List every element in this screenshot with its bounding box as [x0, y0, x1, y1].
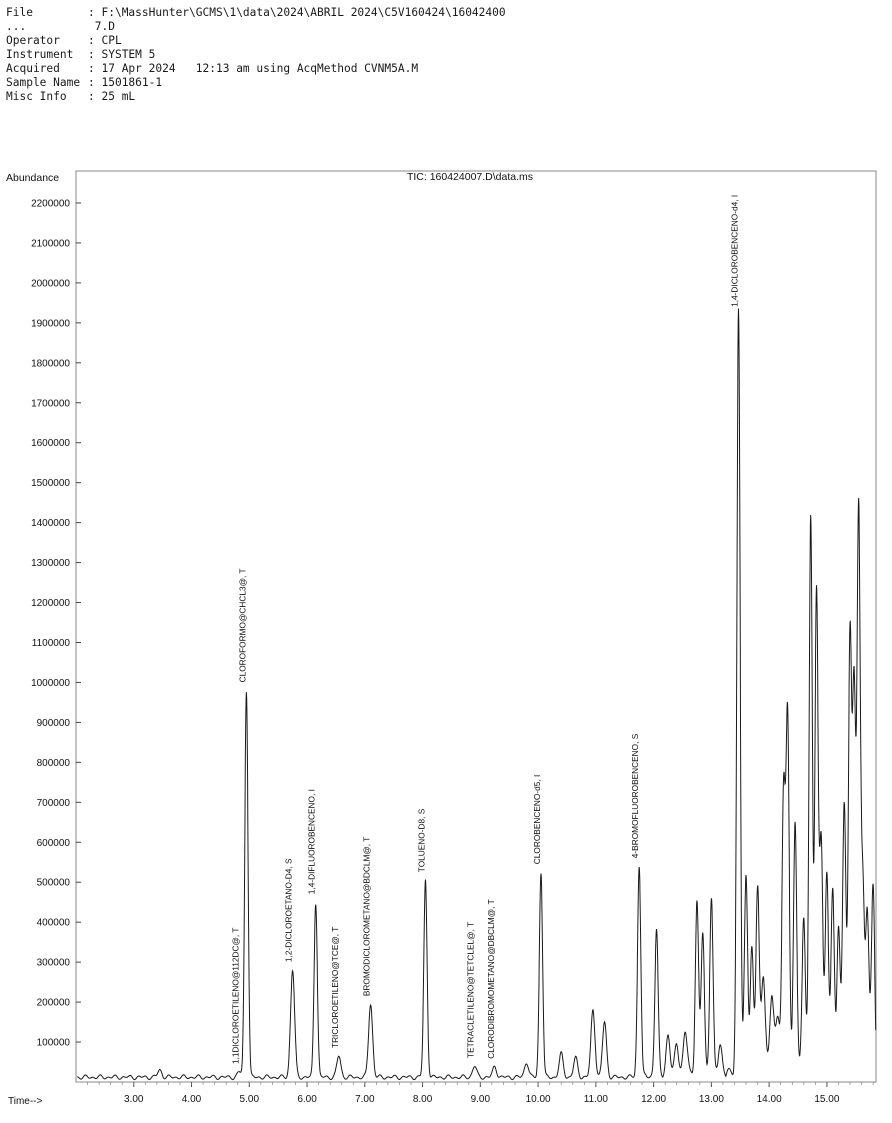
peak-label: BROMODICLOROMETANO@BDCLM@, T	[361, 836, 372, 997]
y-tick-label: 1000000	[31, 677, 70, 689]
x-tick-label: 13.00	[698, 1094, 724, 1105]
peak-label: TOLUENO-D8, S	[416, 808, 427, 873]
x-tick-label: 12.00	[641, 1094, 667, 1105]
peak-label: TRICLOROETILENO@TCE@, T	[329, 926, 340, 1048]
header-value: 1501861-1	[94, 76, 163, 89]
y-tick-label: 300000	[36, 957, 70, 969]
y-tick-label: 1400000	[31, 518, 70, 530]
header-value: 7.D	[88, 20, 115, 33]
y-tick-label: 100000	[36, 1037, 70, 1049]
header-separator: :	[88, 76, 95, 89]
header-separator: :	[88, 62, 95, 75]
header-separator: :	[88, 34, 95, 47]
y-tick-label: 1700000	[31, 398, 70, 410]
y-tick-label: 500000	[36, 877, 70, 889]
y-tick-label: 1800000	[31, 358, 70, 370]
y-tick-label: 1200000	[31, 598, 70, 610]
y-tick-label: 1100000	[31, 637, 70, 649]
header-label: Acquired	[6, 62, 60, 75]
x-tick-label: 5.00	[239, 1094, 260, 1105]
x-axis-title: Time-->	[8, 1096, 43, 1107]
y-tick-label: 400000	[36, 917, 70, 929]
y-tick-label: 1900000	[31, 318, 70, 330]
x-tick-label: 11.00	[583, 1094, 609, 1105]
y-tick-label: 800000	[36, 757, 70, 769]
peak-label: 1,4-DIFLUOROBENCENO, I	[306, 789, 317, 895]
header-value: F:\MassHunter\GCMS\1\data\2024\ABRIL 2024\C5V160424\16042400	[94, 6, 506, 19]
peak-label: 1,4-DICLOROBENCENO-d4, I	[729, 194, 740, 307]
chart-title: TIC: 160424007.D\data.ms	[406, 171, 534, 183]
header-value: CPL	[94, 34, 122, 47]
x-tick-label: 10.00	[525, 1094, 551, 1105]
peak-label: 1,2-DICLOROETANO-D4, S	[283, 858, 294, 963]
peak-label: TETRACLETILENO@TETCLEL@, T	[465, 921, 476, 1058]
header-separator: :	[88, 90, 95, 103]
y-tick-label: 1600000	[31, 438, 70, 450]
y-tick-label: 600000	[36, 837, 70, 849]
peak-label: 4-BROMOFLUOROBENCENO, S	[630, 733, 641, 859]
header-separator: :	[88, 6, 95, 19]
header-value: SYSTEM 5	[94, 48, 156, 61]
header-value: 25 mL	[94, 90, 136, 103]
x-tick-label: 4.00	[181, 1094, 202, 1105]
y-tick-label: 1300000	[31, 558, 70, 570]
header-label: ...	[6, 20, 27, 33]
y-tick-label: 200000	[36, 997, 70, 1009]
y-tick-label: 2200000	[31, 198, 70, 210]
y-tick-label: 900000	[36, 717, 70, 729]
x-tick-label: 15.00	[814, 1094, 840, 1105]
y-axis-title: Abundance	[6, 172, 60, 184]
x-tick-label: 6.00	[297, 1094, 317, 1105]
tic-trace	[77, 309, 876, 1080]
header-value: 17 Apr 2024 12:13 am using AcqMethod CVNM5A.M	[94, 62, 419, 75]
peak-label: CLOROFORMO@CHCL3@, T	[237, 568, 248, 683]
header-label: Instrument	[6, 48, 74, 61]
x-tick-label: 7.00	[355, 1094, 375, 1105]
header-separator: :	[88, 48, 95, 61]
header-label: Sample Name	[6, 76, 81, 89]
x-tick-label: 14.00	[756, 1094, 782, 1105]
peak-label: CLOROBENCENO-d5, I	[532, 774, 542, 865]
x-tick-label: 9.00	[470, 1094, 491, 1105]
y-tick-label: 2000000	[31, 278, 70, 290]
y-tick-label: 1500000	[31, 478, 70, 490]
y-tick-label: 700000	[36, 797, 70, 809]
peak-label: 1,1DICLOROETILENO@112DC@, T	[230, 927, 241, 1064]
header-label: File	[6, 6, 33, 19]
x-tick-label: 8.00	[412, 1094, 433, 1105]
header-label: Misc Info	[6, 90, 67, 103]
peak-label: CLORODIBROMOMETANO@DBCLM@, T	[485, 899, 496, 1059]
x-tick-label: 3.00	[124, 1094, 144, 1105]
header-label: Operator	[6, 34, 60, 47]
y-tick-label: 2100000	[31, 238, 70, 250]
